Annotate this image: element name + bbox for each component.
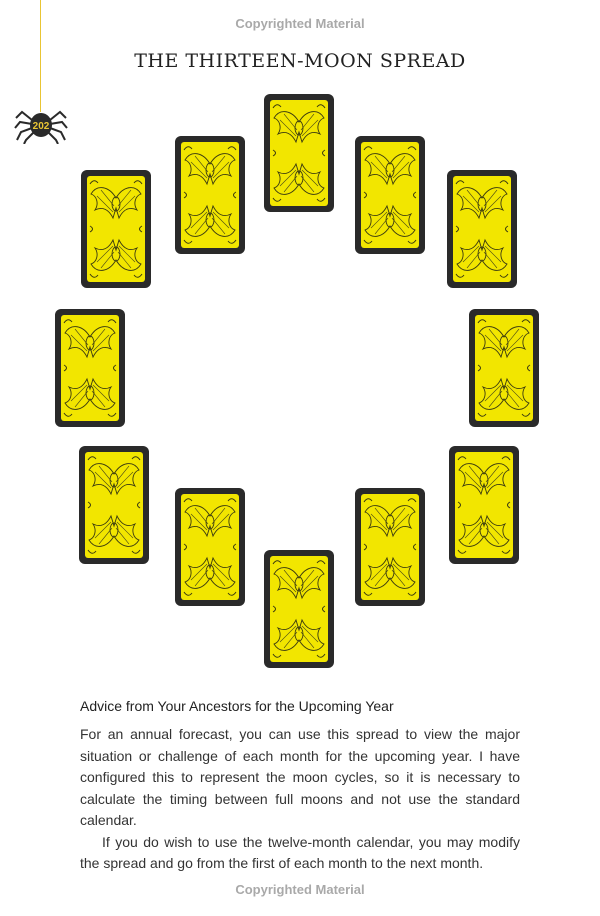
bat-card-back-icon	[455, 452, 513, 558]
watermark-bottom: Copyrighted Material	[235, 882, 365, 897]
bat-card-back-icon	[181, 142, 239, 248]
tarot-card	[447, 170, 517, 288]
bat-card-back-icon	[61, 315, 119, 421]
page-title: THE THIRTEEN-MOON SPREAD	[134, 50, 466, 72]
tarot-card	[355, 488, 425, 606]
body-text	[80, 724, 520, 875]
paragraph-1: For an annual forecast, you can use this spread to view the major situation or challenge of each month for the upcoming year. I have configured this to represent the moon cycles, so it is necessary to calculate the timing between full moons and not use the standard calendar.	[80, 726, 520, 828]
section-heading: Advice from Your Ancestors for the Upcoming Year	[80, 698, 394, 714]
tarot-card	[449, 446, 519, 564]
tarot-card	[175, 488, 245, 606]
bat-card-back-icon	[270, 100, 328, 206]
bat-card-back-icon	[453, 176, 511, 282]
bat-card-back-icon	[475, 315, 533, 421]
bat-card-back-icon	[181, 494, 239, 600]
page-number: 202	[32, 121, 50, 132]
tarot-card	[264, 94, 334, 212]
bat-card-back-icon	[361, 142, 419, 248]
bat-card-back-icon	[85, 452, 143, 558]
bat-card-back-icon	[87, 176, 145, 282]
tarot-card	[175, 136, 245, 254]
tarot-card	[355, 136, 425, 254]
watermark-top: Copyrighted Material	[235, 16, 365, 31]
paragraph-2: If you do wish to use the twelve-month calendar, you may modify the spread and go from the first of each month to the next month.	[80, 833, 520, 871]
tarot-card	[55, 309, 125, 427]
tarot-card	[264, 550, 334, 668]
spider-icon	[14, 104, 68, 144]
tarot-card	[79, 446, 149, 564]
bat-card-back-icon	[361, 494, 419, 600]
bat-card-back-icon	[270, 556, 328, 662]
tarot-card	[81, 170, 151, 288]
tarot-card	[469, 309, 539, 427]
